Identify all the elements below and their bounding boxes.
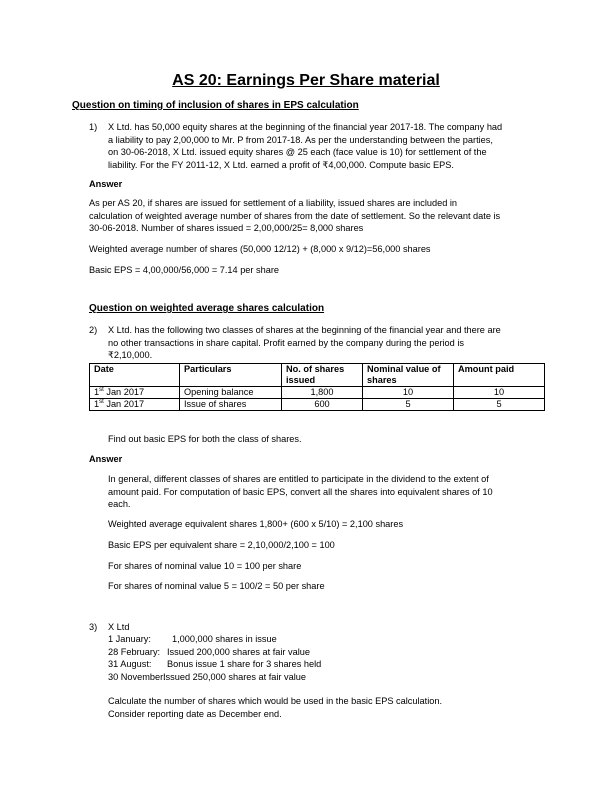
q2-answer-line: each.	[108, 499, 131, 509]
q3-company: X Ltd	[108, 622, 130, 632]
q2-find-out: Find out basic EPS for both the class of shares.	[108, 434, 302, 444]
q2-number: 2)	[89, 325, 98, 335]
q1-answer-line: calculation of weighted average number of shares from the date of settlement. So the relevant date is	[89, 210, 501, 221]
table-row	[90, 387, 545, 399]
q2-answer	[108, 473, 493, 511]
q1-line: a liability to pay 2,00,000 to Mr. P from 2017-18. As per the understanding between the parties,	[108, 134, 493, 145]
q3-event-date: 1 January:	[108, 634, 151, 644]
q2-line: no other transactions in share capital. Profit earned by the company during the period is	[108, 337, 464, 348]
cell-paid: 5	[454, 399, 545, 411]
col-header-amount-paid: Amount paid	[454, 364, 545, 387]
cell-particulars: Issue of shares	[180, 399, 282, 411]
col-header-shares-issued: No. of shares issued	[282, 364, 363, 387]
q3-event-date: 30 November:	[108, 671, 166, 682]
q3-calculate: Calculate the number of shares which would be used in the basic EPS calculation.	[108, 696, 443, 706]
page-title: AS 20: Earnings Per Share material	[172, 72, 440, 89]
q2-line: ₹2,10,000.	[108, 350, 153, 360]
q1-number: 1)	[89, 122, 98, 132]
q2-eps-equivalent: Basic EPS per equivalent share = 2,10,000/2,100 = 100	[108, 540, 335, 550]
cell-particulars: Opening balance	[180, 387, 282, 399]
q3-event-texts	[163, 633, 322, 683]
q2-question	[108, 324, 501, 362]
q2-heading: Question on weighted average shares calculation	[89, 303, 325, 314]
cell-paid: 10	[454, 387, 545, 399]
q3-consider: Consider reporting date as December end.	[108, 708, 282, 719]
cell-shares: 1,800	[282, 387, 363, 399]
q1-answer-line: As per AS 20, if shares are issued for settlement of a liability, issued shares are included in	[89, 198, 458, 208]
col-header-nominal-value: Nominal value of shares	[363, 364, 454, 387]
q1-answer	[89, 197, 500, 235]
q2-line: X Ltd. has the following two classes of shares at the beginning of the financial year and there are	[108, 325, 501, 335]
q3-event-text: Issued 200,000 shares at fair value	[167, 646, 311, 657]
q3-event-text: 1,000,000 shares in issue	[172, 634, 277, 644]
q3-event-text: Issued 250,000 shares at fair value	[163, 671, 307, 682]
q1-basic-eps: Basic EPS = 4,00,000/56,000 = 7.14 per share	[89, 265, 280, 275]
q1-line: X Ltd. has 50,000 equity shares at the beginning of the financial year 2017-18. The company had	[108, 122, 503, 132]
q1-question	[108, 121, 502, 171]
q3-instructions	[108, 695, 442, 720]
cell-shares: 600	[282, 399, 363, 411]
cell-date: 1st Jan 2017	[90, 387, 180, 399]
cell-nominal: 10	[363, 387, 454, 399]
q2-answer-line: In general, different classes of shares are entitled to participate in the dividend to the extent of	[108, 474, 489, 484]
col-header-date: Date	[90, 364, 180, 387]
q1-line: on 30-06-2018, X Ltd. issued equity shares @ 25 each (face value is 10) for settlement of the	[108, 147, 487, 157]
q2-weighted-average: Weighted average equivalent shares 1,800+ (600 x 5/10) = 2,100 shares	[108, 519, 404, 529]
q2-answer-label: Answer	[89, 454, 123, 464]
q2-eps-nominal-10: For shares of nominal value 10 = 100 per share	[108, 561, 302, 571]
share-classes-table	[89, 363, 545, 411]
q1-weighted-average: Weighted average number of shares (50,000 12/12) + (8,000 x 9/12)=56,000 shares	[89, 244, 431, 254]
q1-answer-line: 30-06-2018. Number of shares issued = 2,00,000/25= 8,000 shares	[89, 223, 364, 233]
table-header-row	[90, 364, 545, 387]
q3-event-dates	[108, 633, 166, 683]
q1-answer-label: Answer	[89, 179, 123, 189]
q3-event-date: 31 August:	[108, 659, 152, 669]
cell-nominal: 5	[363, 399, 454, 411]
q1-line: liability. For the FY 2011-12, X Ltd. earned a profit of ₹4,00,000. Compute basic EPS.	[108, 159, 454, 170]
q3-event-date: 28 February:	[108, 646, 161, 657]
cell-date: 1st Jan 2017	[90, 399, 180, 411]
col-header-particulars: Particulars	[180, 364, 282, 387]
q3-event-text: Bonus issue 1 share for 3 shares held	[167, 659, 322, 669]
q2-answer-line: amount paid. For computation of basic EPS, convert all the shares into equivalent shares of 10	[108, 486, 493, 497]
table-row	[90, 399, 545, 411]
q3-number: 3)	[89, 622, 98, 632]
q2-eps-nominal-5: For shares of nominal value 5 = 100/2 = 50 per share	[108, 581, 325, 591]
q1-heading: Question on timing of inclusion of shares in EPS calculation	[72, 100, 359, 111]
